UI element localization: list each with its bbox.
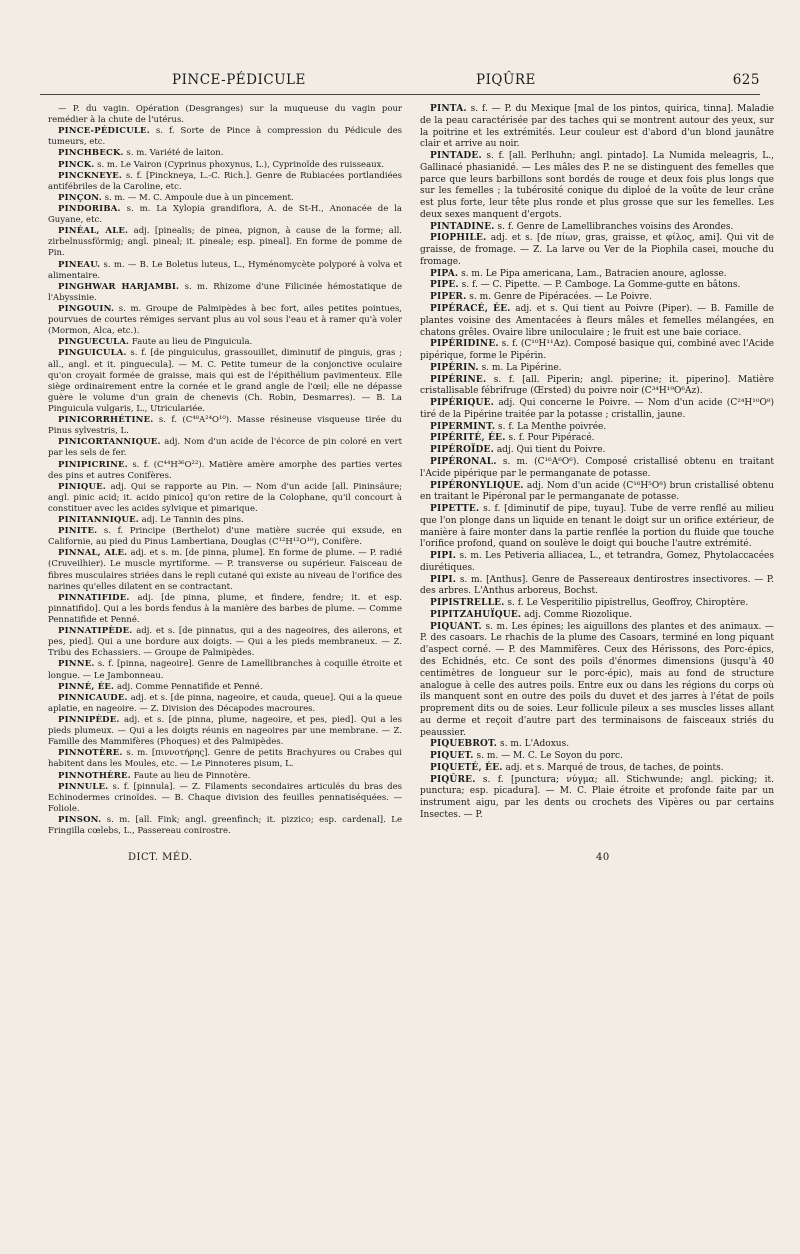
entry-headword: PINGHWAR HARJAMBI. (58, 281, 180, 292)
dictionary-entry (420, 751, 774, 763)
entry-headword: PINTADINE. (430, 221, 495, 232)
entry-headword: PINNATIPÈDE. (58, 626, 133, 637)
entry-definition: s. f. [Pinckneya, L.-C. Rich.]. Genre de Rubiacées portlandiées antifébriles de la Caroline, etc. (48, 170, 403, 192)
dictionary-entry (420, 481, 774, 505)
entry-definition: s. m. Le Vairon (Cyprinus phoxynus, L.), Cyprinoïde des ruisseaux. (97, 159, 385, 170)
entry-headword: PINÉAL, ALE. (58, 226, 129, 237)
signature-number: 40 (596, 852, 610, 863)
entry-headword: PINTADE. (430, 151, 482, 162)
dictionary-entry (420, 763, 774, 775)
entry-headword: PINITANNIQUE. (58, 515, 139, 526)
entry-headword: PINDORIBA. (58, 203, 121, 214)
entry-definition: s. f. (C⁴⁸A²⁴O¹⁰). Masse résineuse visqueuse tirée du Pinus sylvestris, L. (48, 415, 402, 437)
dictionary-entry (420, 775, 774, 822)
entry-headword: PIPITZAHUÏQUE. (430, 609, 522, 620)
entry-definition: s. f. [de pinguiculus, grassouillet, diminutif de pinguis, gras ; all., angl. et it. pinguecula]. — M. C. Petite tumeur de la conjonctive oculaire qu'on croyait formée de graisse, mais qui est de l'épithélium pavimenteux. Elle siège ordinairement entre la cornée et le grand angle de l'œil; elle ne dépasse guère le volume d'un grain de chenevis (Ch. Robin, Desmarres). — B. La Pinguicula vulgaris, L., Utriculariée. (48, 348, 402, 414)
dictionary-entry (48, 548, 402, 592)
entry-headword: PINCKNEYE. (58, 170, 123, 181)
dictionary-entry (48, 815, 402, 837)
entry-definition: s. f. [diminutif de pipe, tuyau]. Tube de verre renflé au milieu que l'on plonge dans un liquide en tenant le doigt sur un orifice extérieur, de manière à faire monter dans la partie renflée la portion du fluide que touche l'orifice profond, quand on soulève le doigt qui bouche l'autre extrémité. (420, 504, 774, 550)
dictionary-entry (48, 337, 402, 348)
dictionary-entry (48, 682, 402, 693)
entry-headword: PINNE. (58, 659, 95, 670)
dictionary-entry (48, 526, 402, 548)
entry-definition: s. f. Genre de Lamellibranches voisins des Arondes. (497, 221, 734, 232)
dictionary-entry (420, 445, 774, 457)
entry-definition: s. f. [all. Piperin; angl. piperine; it. piperino]. Matière cristallisable fébrifruge (Œrsted) du poivre noir (C³⁴H¹⁹O⁶Az). (420, 374, 774, 397)
entry-headword: PINCE-PÉDICULE. (58, 126, 150, 137)
dictionary-entry (48, 193, 402, 204)
dictionary-entry (420, 104, 774, 151)
entry-definition: adj. [de pinna, plume, et findere, fendre; it. et esp. pinnatifido]. Qui a les bords fendus à la manière des barbes de plume. — Comme Pennatifide et Penné. (48, 592, 403, 626)
entry-headword: PINNAL, ALE. (58, 548, 128, 559)
dictionary-entry (420, 375, 774, 399)
entry-definition: s. f. — C. Pipette. — P. Camboge. La Gomme-gutte en bâtons. (461, 280, 741, 291)
entry-headword: PINNIPÈDE. (58, 715, 120, 726)
entry-headword: PINGUICULA. (58, 348, 127, 359)
dictionary-entry (48, 482, 402, 515)
footer (48, 852, 760, 866)
entry-definition: adj. Comme Pennatifide et Penné. (116, 681, 263, 692)
entry-definition: s. m. Le Pipa americana, Lam., Batracien anoure, aglosse. (461, 268, 727, 279)
dictionary-entry (420, 422, 774, 434)
entry-headword: PIPISTRELLE. (430, 598, 505, 609)
entry-definition: s. f. La Menthe poivrée. (498, 421, 607, 432)
entry-headword: PIPÉRINE. (430, 374, 487, 385)
left-column (48, 104, 402, 837)
dictionary-entry (420, 433, 774, 445)
entry-headword: PINNULE. (58, 781, 109, 792)
dictionary-entry (48, 748, 402, 770)
entry-definition: s. m. — B. Le Boletus luteus, L., Hyménomycète polyporé à volva et alimentaire. (48, 259, 403, 281)
dictionary-entry (48, 460, 402, 482)
entry-headword: PINNÉ, ÉE. (58, 681, 115, 692)
entry-headword: PINIQUE. (58, 481, 106, 492)
entry-headword: PIQUEBROT. (430, 739, 498, 750)
dictionary-entry (48, 515, 402, 526)
entry-headword: PIPE. (430, 280, 459, 291)
entry-headword: PIPÉRIQUE. (430, 398, 494, 409)
footer-signature: DICT. MÉD. (128, 852, 193, 863)
entry-definition: adj. et s. Qui tient au Poivre (Piper). — B. Famille de plantes voisine des Amentacées à fleurs mâles et femelles mélangées, en chatons grêles. Ovaire libre uniloculaire ; le fruit est une baie coriace. (420, 304, 774, 338)
entry-headword: PIQÛRE. (430, 774, 476, 785)
entry-definition: s. f. Pour Pipéracé. (508, 433, 595, 444)
dictionary-entry (48, 171, 402, 193)
entry-headword: PINICORRHÉTINE. (58, 415, 154, 426)
entry-definition: adj. Nom d'un acide (C¹⁶H⁵O⁸) brun cristallisé obtenu en traitant le Pipéronal par le permanganate de potasse. (420, 480, 774, 503)
entry-headword: PINIPICRINE. (58, 459, 128, 470)
entry-definition: Faute au lieu de Pinguicula. (131, 337, 253, 348)
entry-headword: PINNICAUDE. (58, 692, 128, 703)
entry-headword: PINGOUIN. (58, 303, 115, 314)
entry-headword: PINITE. (58, 526, 98, 537)
dictionary-entry (48, 126, 402, 148)
entry-definition: adj. Comme Riozolique. (524, 609, 633, 620)
entry-headword: PINCK. (58, 159, 95, 170)
entry-definition: s. f. — P. du Mexique [mal de los pintos, quirica, tinna]. Maladie de la peau caractérisée par des taches qui se montrent autour des yeux, sur la poitrine et les extrémités. Leur couleur est d'abord d'un blond jaunâtre clair et arrive au noir. (420, 104, 774, 150)
dictionary-entry (420, 233, 774, 268)
entry-definition: adj. Qui concerne le Poivre. — Nom d'un acide (C²⁴H¹⁰O⁸) tiré de la Pipérine traitée par la potasse ; cristallin, jaune. (420, 398, 774, 420)
entry-definition: s. m. Groupe de Palmipèdes à bec fort, ailes petites pointues, pourvues de courtes rémiges servant plus au vol sous l'eau et à ramer qu'à voler (Mormon, Alca, etc.). (48, 303, 403, 337)
entry-headword: PINNATIFIDE. (58, 592, 130, 603)
page-number: 625 (732, 72, 760, 88)
dictionary-entry (48, 693, 402, 715)
dictionary-entry (48, 348, 402, 415)
entry-definition: s. m. — M. C. Ampoule due à un pincement. (104, 192, 294, 203)
entry-definition: Faute au lieu de Pinnotère. (133, 770, 251, 781)
dictionary-entry (48, 593, 402, 626)
entry-definition: adj. et s. [de pinna, nageoire, et cauda, queue]. Qui a la queue aplatie, en nageoire. — Z. Division des Décapodes macroures. (48, 692, 402, 714)
entry-headword: PINCHBECK. (58, 148, 124, 159)
entry-headword: PIPÉRONYLIQUE. (430, 480, 524, 491)
entry-headword: PIPÉRIDINE. (430, 339, 499, 350)
entry-headword: PIPA. (430, 268, 459, 279)
dictionary-entry (420, 222, 774, 234)
dictionary-entry (48, 148, 402, 159)
entry-definition: s. f. Sorte de Pince à compression du Pédicule des tumeurs, etc. (48, 126, 403, 148)
dictionary-entry (48, 104, 402, 126)
entry-headword: PINSON. (58, 815, 102, 825)
entry-definition: adj. et s. m. [de pinna, plume]. En forme de plume. — P. radié (Cruveilhier). Le muscle myrtiforme. — P. transverse ou supérieur. Faisceau de fibres musculaires striées dans le repli cutané qui existe au niveau de l'orifice des narines qu'elles dilatent en se contractant. (48, 548, 403, 592)
entry-headword: PIQUANT. (430, 621, 482, 632)
entry-definition: s. m. Les Petiveria alliacea, L., et tetrandra, Gomez, Phytolaccacées diurétiques. (420, 551, 774, 573)
entry-headword: PIOPHILE. (430, 233, 487, 244)
entry-headword: PIPÉROÏDE. (430, 445, 494, 456)
entry-definition: adj. et s. Marqué de trous, de taches, de points. (505, 762, 724, 773)
dictionary-entry (420, 292, 774, 304)
entry-definition: adj. Nom d'un acide de l'écorce de pin coloré en vert par les sels de fer. (48, 437, 402, 459)
entry-definition: — P. du vagin. Opération (Desgranges) sur la muqueuse du vagin pour remédier à la chute de l'utérus. (48, 104, 402, 126)
dictionary-entry (420, 398, 774, 422)
dictionary-entry (420, 622, 774, 740)
dictionary-entry (48, 659, 402, 681)
entry-headword: PINNOTÈRE. (58, 748, 123, 759)
entry-headword: PIPÉRACÉ, ÉE. (430, 304, 511, 315)
dictionary-entry (420, 504, 774, 551)
entry-headword: PIPI. (430, 574, 457, 585)
entry-headword: PINGUECULA. (58, 337, 130, 348)
entry-definition: s. f. (C⁴⁴H³⁶O²²). Matière amère amorphe des parties vertes des pins et autres Conifères. (48, 459, 402, 481)
dictionary-entry (48, 415, 402, 437)
entry-headword: PIPER. (430, 292, 467, 303)
entry-headword: PINEAU. (58, 259, 101, 270)
dictionary-entry (420, 269, 774, 281)
entry-definition: adj. et s. [de pinnatus, qui a des nageoires, des ailerons, et pes, pied]. Qui a une bordure aux doigts. — Qui a les pieds membraneux. — Z. Tribu des Echassiers. — Groupe de Palmipèdes. (48, 626, 403, 659)
dictionary-entry (420, 739, 774, 751)
dictionary-entry (48, 204, 402, 226)
entry-definition: s. m. Rhizome d'une Filicinée hémostatique de l'Abyssinie. (48, 281, 402, 303)
right-column (420, 104, 774, 822)
dictionary-entry (48, 260, 402, 282)
entry-definition: s. f. [all. Perlhuhn; angl. pintado]. La Numida meleagris, L., Gallinacé phasianidé. — Les mâles des P. ne se distinguent des femelles que parce que leurs barbillons sont bordés de rouge et deux fois plus longs que sur les femelles ; la tubérosité conique du diploé de la voûte de leur crâne est plus forte, leur tête plus ronde et plus grosse que sur les femelles. Les deux sexes manquent d'ergots. (420, 151, 774, 220)
entry-definition: s. m. [Anthus]. Genre de Passereaux dentirostres insectivores. — P. des arbres. L'Anthus arboreus, Bochst. (420, 574, 774, 597)
dictionary-entry (420, 304, 774, 339)
entry-headword: PIQUETÉ, ÉE. (430, 762, 503, 773)
entry-definition: s. f. Principe (Berthelot) d'une matière sucrée qui exsude, en Californie, au pied du Pinus Lambertiana, Douglas (C¹²H¹²O¹⁰), Conifère. (48, 526, 402, 548)
entry-definition: s. m. Genre de Pipéracées. — Le Poivre. (469, 292, 652, 303)
dictionary-entry (48, 437, 402, 459)
entry-headword: PIPI. (430, 551, 457, 562)
entry-headword: PINNOTHÈRE. (58, 770, 131, 781)
running-header (40, 72, 760, 94)
entry-headword: PIPÉRONAL. (430, 456, 497, 467)
entry-definition: adj. Qui se rapporte au Pin. — Nom d'un acide [all. Pininsäure; angl. pinic acid; it. acido pinico] qu'on retire de la Colophane, qu'il concourt à constituer avec les acides sylvique et pimarique. (48, 481, 403, 514)
entry-definition: s. m. [πιννοτήρης]. Genre de petits Brachyures ou Crabes qui habitent dans les Moules, etc. — Le Pinnoteres pisum, L. (48, 748, 402, 770)
entry-definition: adj. [pinealis; de pinea, pignon, à cause de la forme; all. zirbelnussförmig; angl. pineal; it. pineale; esp. pineal]. En forme de pomme de Pin. (48, 226, 403, 259)
header-right-word: PIQÛRE (476, 72, 536, 88)
entry-definition: s. f. Le Vesperitilio pipistrellus, Geoffroy, Chiroptère. (507, 598, 749, 609)
entry-headword: PINICORTANNIQUE. (58, 437, 161, 448)
entry-definition: s. m. (C¹⁶A⁶O⁶). Composé cristallisé obtenu en traitant l'Acide pipérique par le permanganate de potasse. (420, 456, 774, 479)
entry-definition: adj. Le Tannin des pins. (141, 515, 244, 526)
entry-definition: adj. et s. [de πίων, gras, graisse, et φίλος, ami]. Qui vit de graisse, de fromage. — Z. La larve ou Ver de la Piophila casei, mouche du fromage. (420, 233, 774, 267)
entry-definition: s. m. La Pipérine. (481, 362, 562, 373)
dictionary-entry (420, 575, 774, 599)
dictionary-entry (420, 457, 774, 481)
dictionary-entry (48, 715, 402, 748)
dictionary-entry (48, 282, 402, 304)
entry-definition: s. f. [punctura; νύγμα; all. Stichwunde; angl. picking; it. punctura; esp. picadura]. — M. C. Plaie étroite et profonde faite par un instrument aigu, par les dents ou crochets des Vipères ou par certains Insectes. — P. (420, 774, 774, 820)
entry-headword: PIQUET. (430, 751, 474, 762)
dictionary-entry (420, 551, 774, 575)
entry-headword: PIPETTE. (430, 504, 480, 515)
dictionary-entry (48, 782, 402, 815)
entry-headword: PINTA. (430, 104, 467, 114)
dictionary-entry (48, 304, 402, 337)
dictionary-entry (420, 151, 774, 222)
entry-definition: s. m. Variété de laiton. (126, 148, 224, 159)
entry-headword: PIPÉRITÉ, ÉE. (430, 433, 506, 444)
dictionary-entry (420, 610, 774, 622)
entry-definition: s. f. [pinnula]. — Z. Filaments secondaires articulés du bras des Echinodermes crinoïdes. — B. Chaque division des feuilles pennatiséquées. — Foliole. (48, 781, 403, 814)
entry-definition: s. m. [all. Fink; angl. greenfinch; it. pizzico; esp. cardenal]. Le Fringilla cœlebs, L., Passereau conirostre. (48, 815, 402, 837)
dictionary-entry (420, 363, 774, 375)
entry-definition: adj. et s. [de pinna, plume, nageoire, et pes, pied]. Qui a les pieds plumeux. — Qui a les doigts réunis en nageoires par une membrane. — Z. Famille des Mammifères (Phoques) et des Palmipèdes. (48, 715, 402, 748)
entry-definition: s. f. (C¹⁰H¹¹Az). Composé basique qui, combiné avec l'Acide pipérique, forme le Pipérin. (420, 339, 774, 362)
entry-definition: s. m. La Xylopia grandiflora, A. de St-H., Anonacée de la Guyane, etc. (48, 203, 403, 226)
dictionary-entry (420, 598, 774, 610)
dictionary-entry (48, 771, 402, 782)
entry-definition: s. f. [pinna, nageoire]. Genre de Lamellibranches à coquille étroite et longue. — Le Jambonneau. (48, 659, 402, 681)
entry-headword: PIPERMINT. (430, 421, 496, 432)
header-left-word: PINCE-PÉDICULE (172, 72, 306, 88)
entry-definition: s. m. — M. C. Le Soyon du porc. (476, 751, 623, 762)
dictionary-entry (48, 626, 402, 659)
dictionary-entry (420, 339, 774, 363)
entry-definition: s. m. L'Adoxus. (500, 739, 570, 750)
dictionary-entry (420, 280, 774, 292)
dictionary-entry (48, 226, 402, 259)
entry-definition: adj. Qui tient du Poivre. (496, 445, 606, 456)
dictionary-entry (48, 160, 402, 171)
entry-headword: PINÇON. (58, 192, 102, 203)
entry-headword: PIPÉRIN. (430, 362, 479, 373)
header-rule (40, 94, 760, 95)
entry-definition: s. m. Les épines; les aiguillons des plantes et des animaux. — P. des casoars. Le rhachis de la plume des Casoars, terminé en long piquant d'aspect corné. — P. des Mammifères. Ceux des Hérissons, des Porc-épics, des Echidnés, etc. Ce sont des poils d'énormes dimensions (jusqu'à 40 centimètres de longueur sur le porc-épic), mais au fond de structure analogue à celle des autres poils. Entre eux ou dans les régions du corps où ils manquent sont en outre des poils du duvet et des jarres à l'état de poils proprement dits ou de soies. Leur follicule pileux a ses muscles lisses allant au derme et reçoit d'autre part des terminaisons de faisceaux striés du peaussier. (420, 621, 774, 738)
blank-page-area (0, 880, 800, 1254)
